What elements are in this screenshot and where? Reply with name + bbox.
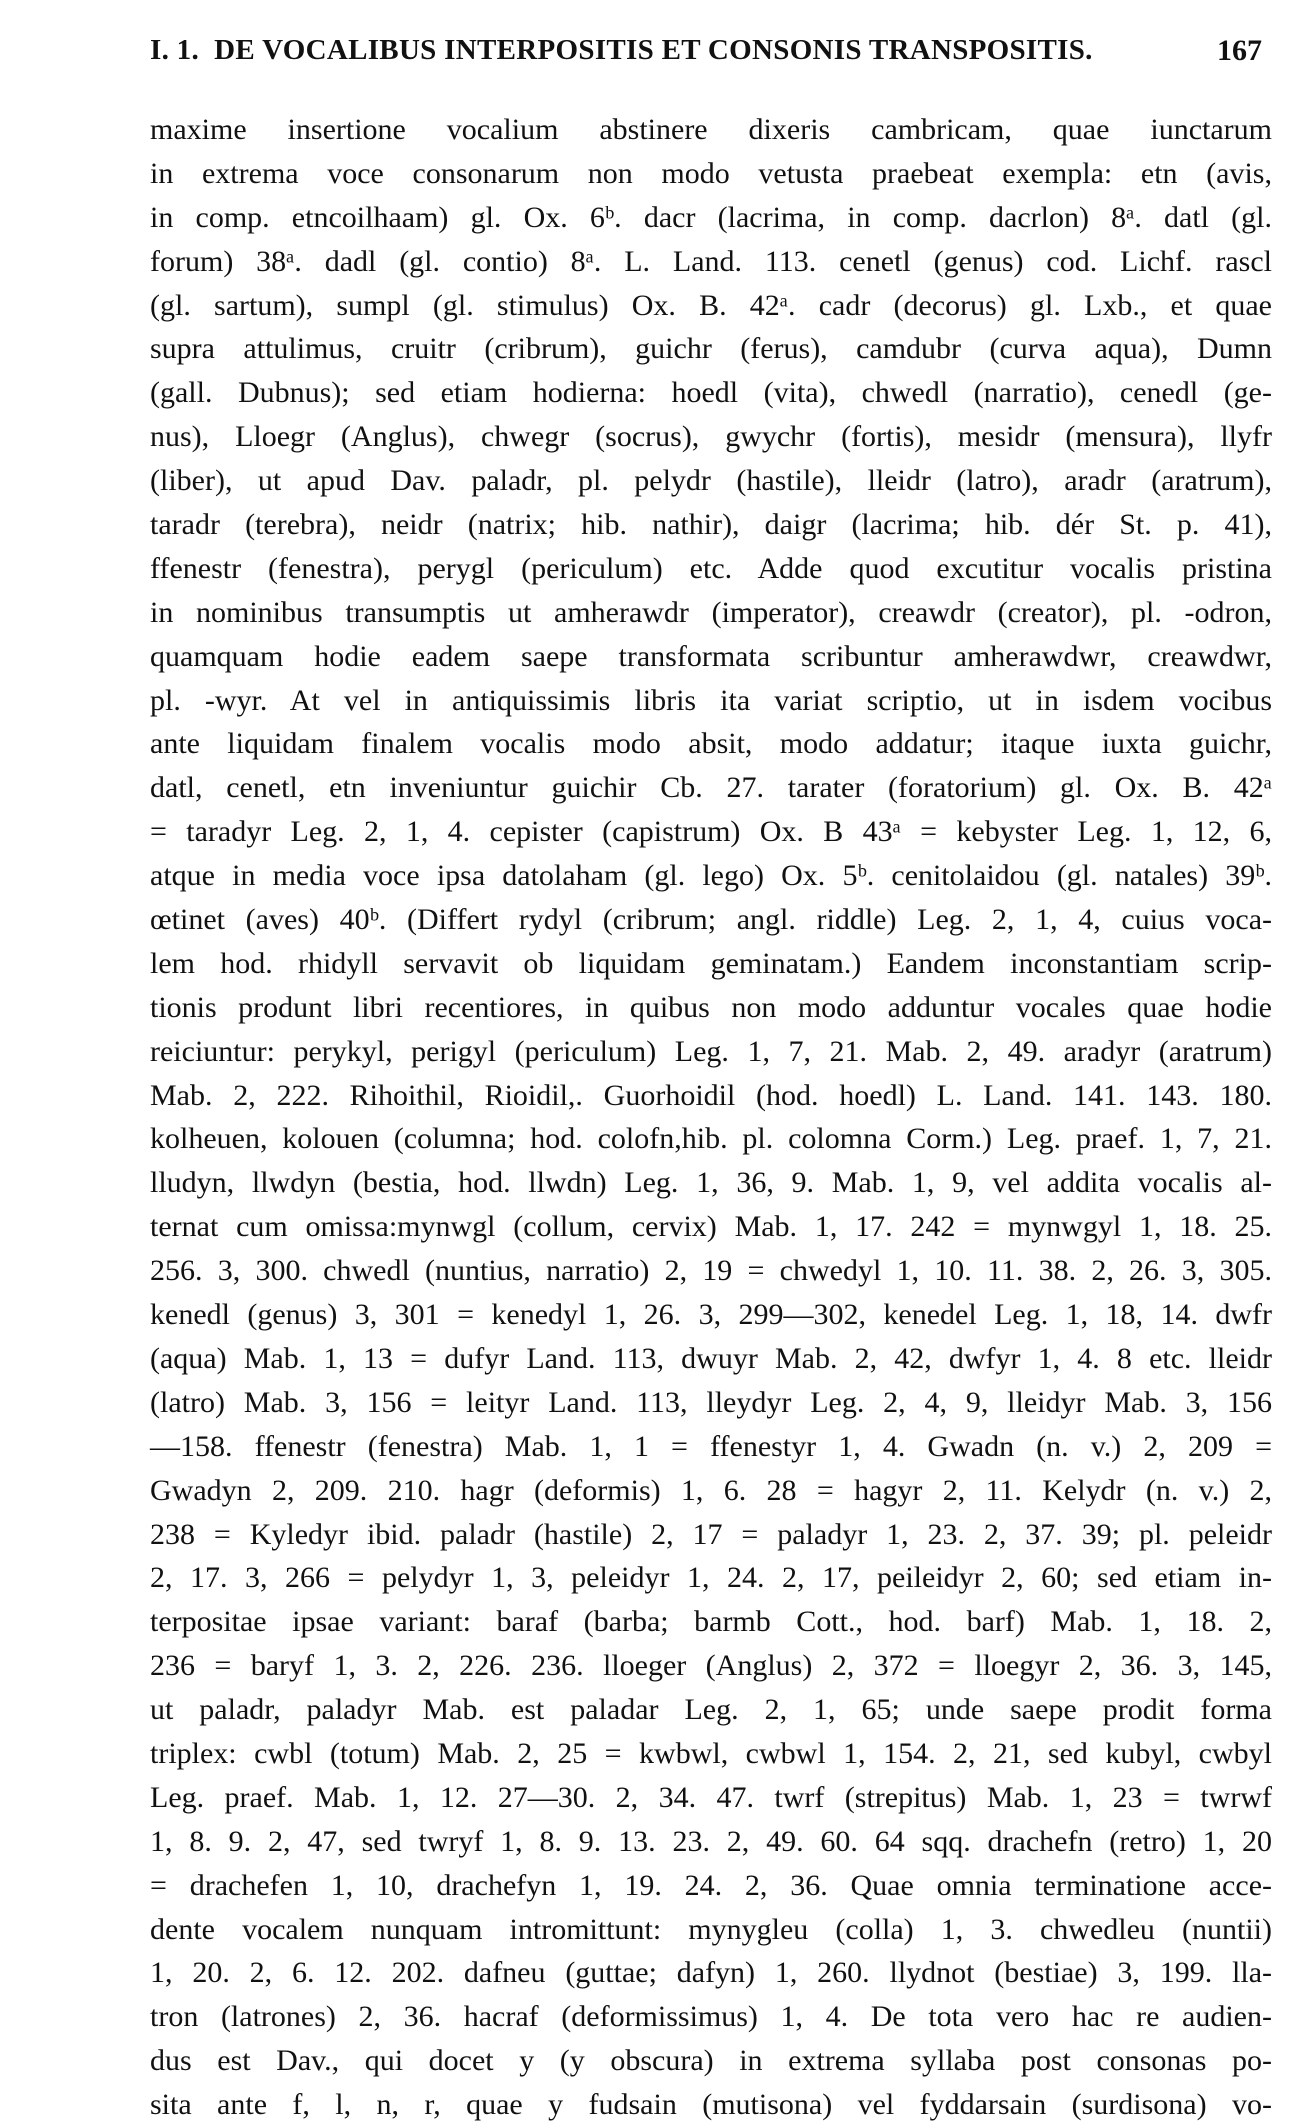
- text-line: Mab. 2, 222. Rihoithil, Rioidil,. Guorhoidil (hod. hoedl) L. Land. 141. 143. 180.: [150, 1078, 1272, 1112]
- chapter-title: DE VOCALIBUS INTERPOSITIS ET CONSONIS TRANSPOSITIS.: [214, 34, 1093, 66]
- body-text: [150, 108, 1272, 2127]
- running-title: [150, 34, 1093, 67]
- text-line: 236 = baryf 1, 3. 2, 226. 236. lloeger (Anglus) 2, 372 = lloegyr 2, 36. 3, 145,: [150, 1649, 1272, 1683]
- text-line: —158. ffenestr (fenestra) Mab. 1, 1 = ffenestyr 1, 4. Gwadn (n. v.) 2, 209 =: [150, 1429, 1272, 1463]
- text-line: (aqua) Mab. 1, 13 = dufyr Land. 113, dwuyr Mab. 2, 42, dwfyr 1, 4. 8 etc. lleidr: [150, 1341, 1272, 1375]
- text-line: ut paladr, paladyr Mab. est paladar Leg. 2, 1, 65; unde saepe prodit forma: [150, 1693, 1272, 1727]
- text-line: in nominibus transumptis ut amherawdr (imperator), creawdr (creator), pl. -odron,: [150, 595, 1272, 629]
- text-line: terpositae ipsae variant: baraf (barba; barmb Cott., hod. barf) Mab. 1, 18. 2,: [150, 1605, 1272, 1639]
- text-line: (gl. sartum), sumpl (gl. stimulus) Ox. B. 42ᵃ. cadr (decorus) gl. Lxb., et quae: [150, 288, 1272, 322]
- text-line: (liber), ut apud Dav. paladr, pl. pelydr (hastile), lleidr (latro), aradr (aratrum),: [150, 464, 1272, 498]
- text-line: 1, 8. 9. 2, 47, sed twryf 1, 8. 9. 13. 23. 2, 49. 60. 64 sqq. drachefn (retro) 1, 20: [150, 1824, 1272, 1858]
- text-line: datl, cenetl, etn inveniuntur guichir Cb. 27. tarater (foratorium) gl. Ox. B. 42ᵃ: [150, 771, 1272, 805]
- text-line: ternat cum omissa:mynwgl (collum, cervix) Mab. 1, 17. 242 = mynwgyl 1, 18. 25.: [150, 1210, 1272, 1244]
- text-line: ffenestr (fenestra), perygl (periculum) etc. Adde quod excutitur vocalis pristina: [150, 551, 1272, 585]
- text-line: dus est Dav., qui docet y (y obscura) in extrema syllaba post consonas po-: [150, 2044, 1272, 2078]
- text-line: Leg. praef. Mab. 1, 12. 27—30. 2, 34. 47. twrf (strepitus) Mab. 1, 23 = twrwf: [150, 1780, 1272, 1814]
- page-number: 167: [1217, 34, 1262, 67]
- text-line: nus), Lloegr (Anglus), chwegr (socrus), gwychr (fortis), mesidr (mensura), llyfr: [150, 420, 1272, 454]
- text-line: triplex: cwbl (totum) Mab. 2, 25 = kwbwl, cwbwl 1, 154. 2, 21, sed kubyl, cwbyl: [150, 1736, 1272, 1770]
- text-line: dente vocalem nunquam intromittunt: mynygleu (colla) 1, 3. chwedleu (nuntii): [150, 1912, 1272, 1946]
- text-line: tron (latrones) 2, 36. hacraf (deformissimus) 1, 4. De tota vero hac re audien-: [150, 2000, 1272, 2034]
- text-line: Gwadyn 2, 209. 210. hagr (deformis) 1, 6. 28 = hagyr 2, 11. Kelydr (n. v.) 2,: [150, 1473, 1272, 1507]
- text-line: œtinet (aves) 40ᵇ. (Differt rydyl (cribrum; angl. riddle) Leg. 2, 1, 4, cuius voca-: [150, 903, 1272, 937]
- text-line: in extrema voce consonarum non modo vetusta praebeat exempla: etn (avis,: [150, 156, 1272, 190]
- text-line: (gall. Dubnus); sed etiam hodierna: hoedl (vita), chwedl (narratio), cenedl (ge-: [150, 376, 1272, 410]
- text-line: quamquam hodie eadem saepe transformata scribuntur amherawdwr, creawdwr,: [150, 639, 1272, 673]
- running-header: [150, 34, 1270, 74]
- text-line: lludyn, llwdyn (bestia, hod. llwdn) Leg. 1, 36, 9. Mab. 1, 9, vel addita vocalis al-: [150, 1166, 1272, 1200]
- text-line: sita ante f, l, n, r, quae y fudsain (mutisona) vel fyddarsain (surdisona) vo-: [150, 2088, 1272, 2122]
- text-line: supra attulimus, cruitr (cribrum), guichr (ferus), camdubr (curva aqua), Dumn: [150, 332, 1272, 366]
- text-line: in comp. etncoilhaam) gl. Ox. 6ᵇ. dacr (lacrima, in comp. dacrlon) 8ᵃ. datl (gl.: [150, 200, 1272, 234]
- text-line: 238 = Kyledyr ibid. paladr (hastile) 2, 17 = paladyr 1, 23. 2, 37. 39; pl. peleidr: [150, 1517, 1272, 1551]
- text-line: = taradyr Leg. 2, 1, 4. cepister (capistrum) Ox. B 43ᵃ = kebyster Leg. 1, 12, 6,: [150, 815, 1272, 849]
- text-line: 1, 20. 2, 6. 12. 202. dafneu (guttae; dafyn) 1, 260. llydnot (bestiae) 3, 199. lla-: [150, 1956, 1272, 1990]
- text-line: atque in media voce ipsa datolaham (gl. lego) Ox. 5ᵇ. cenitolaidou (gl. natales) 39ᵇ.: [150, 859, 1272, 893]
- text-line: tionis produnt libri recentiores, in quibus non modo adduntur vocales quae hodie: [150, 990, 1272, 1024]
- section-number: I. 1.: [150, 34, 200, 66]
- text-line: 256. 3, 300. chwedl (nuntius, narratio) 2, 19 = chwedyl 1, 10. 11. 38. 2, 26. 3, 305.: [150, 1254, 1272, 1288]
- text-line: = drachefen 1, 10, drachefyn 1, 19. 24. 2, 36. Quae omnia terminatione acce-: [150, 1868, 1272, 1902]
- text-line: (latro) Mab. 3, 156 = leityr Land. 113, lleydyr Leg. 2, 4, 9, lleidyr Mab. 3, 156: [150, 1385, 1272, 1419]
- text-line: 2, 17. 3, 266 = pelydyr 1, 3, peleidyr 1, 24. 2, 17, peileidyr 2, 60; sed etiam in-: [150, 1561, 1272, 1595]
- text-line: reiciuntur: perykyl, perigyl (periculum) Leg. 1, 7, 21. Mab. 2, 49. aradyr (aratrum): [150, 1034, 1272, 1068]
- text-line: kolheuen, kolouen (columna; hod. colofn,hib. pl. colomna Corm.) Leg. praef. 1, 7, 21.: [150, 1122, 1272, 1156]
- text-line: pl. -wyr. At vel in antiquissimis libris ita variat scriptio, ut in isdem vocibus: [150, 683, 1272, 717]
- text-line: kenedl (genus) 3, 301 = kenedyl 1, 26. 3, 299—302, kenedel Leg. 1, 18, 14. dwfr: [150, 1298, 1272, 1332]
- text-line: taradr (terebra), neidr (natrix; hib. nathir), daigr (lacrima; hib. dér St. p. 41),: [150, 508, 1272, 542]
- text-line: forum) 38ᵃ. dadl (gl. contio) 8ᵃ. L. Land. 113. cenetl (genus) cod. Lichf. rascl: [150, 244, 1272, 278]
- text-line: ante liquidam finalem vocalis modo absit, modo addatur; itaque iuxta guichr,: [150, 727, 1272, 761]
- text-line: maxime insertione vocalium abstinere dixeris cambricam, quae iunctarum: [150, 113, 1272, 146]
- text-line: lem hod. rhidyll servavit ob liquidam geminatam.) Eandem inconstantiam scrip-: [150, 946, 1272, 980]
